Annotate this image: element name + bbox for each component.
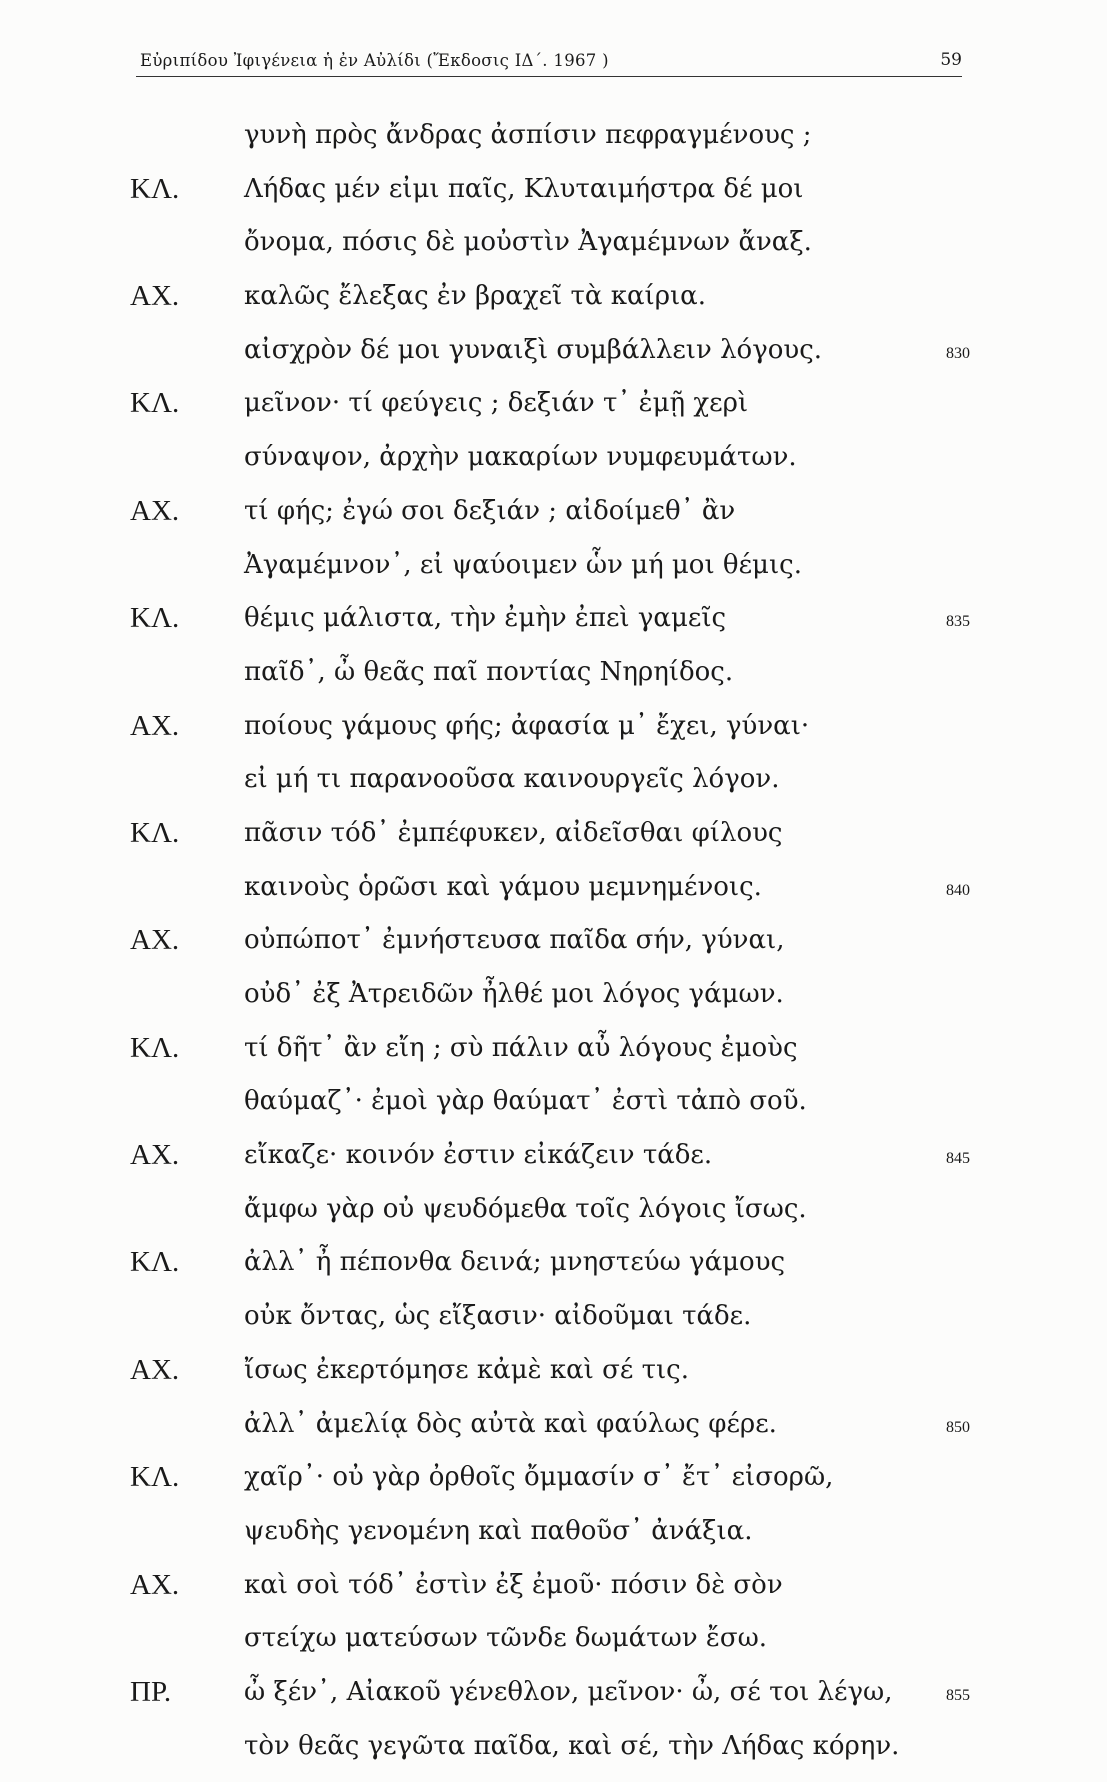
verse-line xyxy=(130,1245,970,1299)
verse-text: καὶ σοὶ τόδ᾽ ἐστὶν ἐξ ἐμοῦ· πόσιν δὲ σὸν xyxy=(244,1569,783,1600)
verse-text: ἀλλ᾽ ἀμελίᾳ δὸς αὐτὰ καὶ φαύλως φέρε. xyxy=(244,1408,777,1439)
running-title: Εὐριπίδου Ἰφιγένεια ἡ ἐν Αὐλίδι (Ἔκδοσις ΙΔ΄. 1967 ) xyxy=(140,51,609,70)
speaker-label: ΑΧ. xyxy=(130,1568,180,1601)
verse-text: παῖδ᾽, ὦ θεᾶς παῖ ποντίας Νηρηίδος. xyxy=(244,656,734,687)
speaker-label: ΑΧ. xyxy=(130,924,180,957)
line-number: 835 xyxy=(946,613,970,631)
speaker-label: ΚΛ. xyxy=(130,172,180,205)
verse-line xyxy=(130,1675,970,1729)
verse-line xyxy=(130,655,970,709)
verse-line xyxy=(130,333,970,387)
verse-line xyxy=(130,172,970,226)
verse-line xyxy=(130,1192,970,1246)
verse-line xyxy=(130,816,970,870)
verse-text: οὐπώποτ᾽ ἐμνήστευσα παῖδα σήν, γύναι, xyxy=(244,925,785,956)
verse-line xyxy=(130,1031,970,1085)
verse-text: καλῶς ἔλεξας ἐν βραχεῖ τὰ καίρια. xyxy=(244,281,707,312)
line-number: 830 xyxy=(946,344,970,362)
verse-text: μεῖνον· τί φεύγεις ; δεξιάν τ᾽ ἐμῇ χερὶ xyxy=(244,388,749,419)
verse-line xyxy=(130,1568,970,1622)
verse-text: γυνὴ πρὸς ἄνδρας ἀσπίσιν πεφραγμένους ; xyxy=(244,120,812,150)
verse-line xyxy=(130,1514,970,1568)
verse-text: χαῖρ᾽· οὐ γὰρ ὀρθοῖς ὄμμασίν σ᾽ ἔτ᾽ εἰσορῶ, xyxy=(244,1462,834,1493)
verse-text: καινοὺς ὁρῶσι καὶ γάμου μεμνημένοις. xyxy=(244,871,762,902)
verse-line xyxy=(130,923,970,977)
verse-line xyxy=(130,1353,970,1407)
verse-line xyxy=(130,1460,970,1514)
line-number: 840 xyxy=(946,881,970,899)
verse-text: Ἀγαμέμνον᾽, εἰ ψαύοιμεν ὧν μή μοι θέμις. xyxy=(244,549,802,580)
verse-text: θέμις μάλιστα, τὴν ἐμὴν ἐπεὶ γαμεῖς xyxy=(244,603,727,634)
verse-line xyxy=(130,1138,970,1192)
verse-line xyxy=(130,548,970,602)
verse-text: ἴσως ἐκερτόμησε κἀμὲ καὶ σέ τις. xyxy=(244,1354,689,1385)
line-number: 845 xyxy=(946,1150,970,1168)
verse-text: εἰ μή τι παρανοοῦσα καινουργεῖς λόγον. xyxy=(244,764,780,795)
verse-line xyxy=(130,762,970,816)
verse-text: ἀλλ᾽ ἦ πέπονθα δεινά; μνηστεύω γάμους xyxy=(244,1247,786,1278)
speaker-label: ΑΧ. xyxy=(130,1139,180,1172)
speaker-label: ΚΛ. xyxy=(130,1246,180,1279)
speaker-label: ΚΛ. xyxy=(130,816,180,849)
verse-line xyxy=(130,386,970,440)
verse-text: πᾶσιν τόδ᾽ ἐμπέφυκεν, αἰδεῖσθαι φίλους xyxy=(244,817,783,848)
verse-text: ψευδὴς γενομένη καὶ παθοῦσ᾽ ἀνάξια. xyxy=(244,1515,753,1546)
verse-text: οὐδ᾽ ἐξ Ἀτρειδῶν ἦλθέ μοι λόγος γάμων. xyxy=(244,979,784,1009)
verse-text: ποίους γάμους φής; ἀφασία μ᾽ ἔχει, γύναι· xyxy=(244,710,810,741)
speaker-label: ΚΛ. xyxy=(130,387,180,420)
speaker-label: ΑΧ. xyxy=(130,1353,180,1386)
verse-text: Λήδας μέν εἰμι παῖς, Κλυταιμήστρα δέ μοι xyxy=(244,173,804,204)
verse-text: ἄμφω γὰρ οὐ ψευδόμεθα τοῖς λόγοις ἴσως. xyxy=(244,1193,807,1224)
verse-text: αἰσχρὸν δέ μοι γυναιξὶ συμβάλλειν λόγους. xyxy=(244,334,823,365)
verse-line xyxy=(130,1729,970,1782)
speaker-label: ΚΛ. xyxy=(130,602,180,635)
verse-line xyxy=(130,1084,970,1138)
verse-text: τὸν θεᾶς γεγῶτα παῖδα, καὶ σέ, τὴν Λήδας κόρην. xyxy=(244,1730,900,1761)
speaker-label: ΑΧ. xyxy=(130,280,180,313)
running-header xyxy=(136,48,962,77)
line-number: 855 xyxy=(946,1686,970,1704)
verse-text: εἴκαζε· κοινόν ἐστιν εἰκάζειν τάδε. xyxy=(244,1140,713,1171)
line-number: 850 xyxy=(946,1418,970,1436)
verse-line xyxy=(130,1299,970,1353)
speaker-label: ΚΛ. xyxy=(130,1461,180,1494)
verse-line xyxy=(130,709,970,763)
verse-line xyxy=(130,494,970,548)
verse-text: ὄνομα, πόσις δὲ μοὐστὶν Ἀγαμέμνων ἄναξ. xyxy=(244,227,812,258)
page-number: 59 xyxy=(940,50,962,70)
speaker-label: ΠΡ. xyxy=(130,1675,172,1708)
verse-text: τί φής; ἐγώ σοι δεξιάν ; αἰδοίμεθ᾽ ἂν xyxy=(244,495,736,526)
verse-line xyxy=(130,1407,970,1461)
play-text xyxy=(130,118,970,1782)
verse-text: τί δῆτ᾽ ἂν εἴη ; σὺ πάλιν αὖ λόγους ἐμοὺς xyxy=(244,1032,798,1063)
verse-line xyxy=(130,279,970,333)
verse-line xyxy=(130,225,970,279)
verse-text: σύναψον, ἀρχὴν μακαρίων νυμφευμάτων. xyxy=(244,442,797,473)
verse-text: θαύμαζ᾽· ἐμοὶ γὰρ θαύματ᾽ ἐστὶ τἀπὸ σοῦ. xyxy=(244,1086,807,1117)
verse-line xyxy=(130,977,970,1031)
verse-text: ὦ ξέν᾽, Αἰακοῦ γένεθλον, μεῖνον· ὦ, σέ τοι λέγω, xyxy=(244,1676,893,1707)
speaker-label: ΚΛ. xyxy=(130,1031,180,1064)
speaker-label: ΑΧ. xyxy=(130,494,180,527)
verse-line xyxy=(130,870,970,924)
verse-text: οὐκ ὄντας, ὡς εἴξασιν· αἰδοῦμαι τάδε. xyxy=(244,1301,752,1332)
verse-line xyxy=(130,1621,970,1675)
verse-line xyxy=(130,601,970,655)
speaker-label: ΑΧ. xyxy=(130,709,180,742)
verse-text: στείχω ματεύσων τῶνδε δωμάτων ἔσω. xyxy=(244,1623,768,1654)
verse-line xyxy=(130,118,970,172)
verse-line xyxy=(130,440,970,494)
